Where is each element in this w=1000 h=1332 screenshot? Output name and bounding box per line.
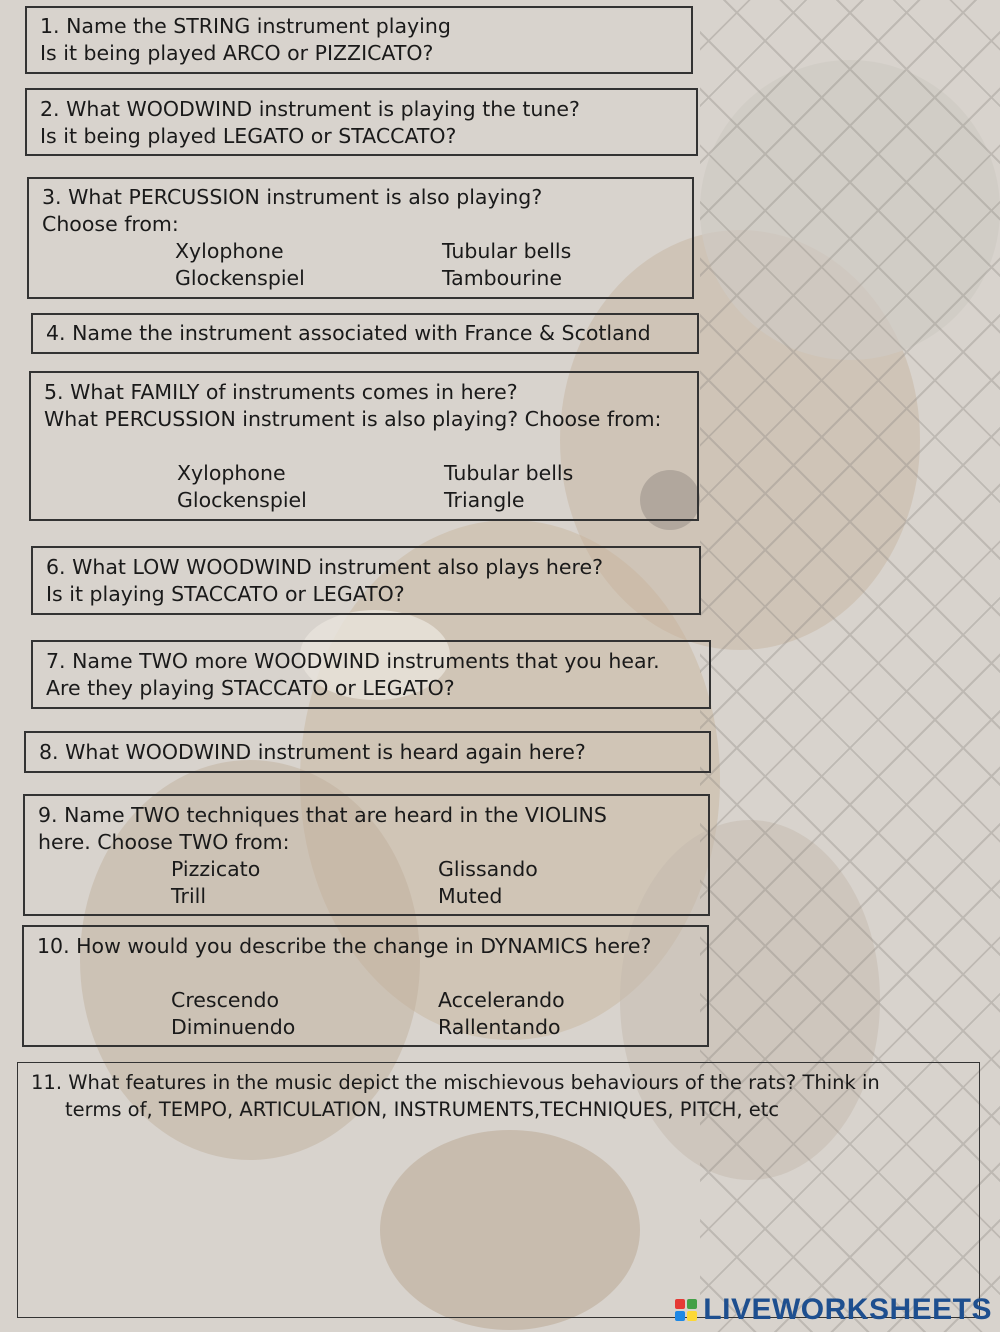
- question-9-subtext: here. Choose TWO from:: [38, 830, 290, 854]
- logo-text: LIVEWORKSHEETS: [703, 1293, 992, 1326]
- question-3-subtext: Choose from:: [42, 212, 179, 236]
- logo-square: [675, 1299, 685, 1309]
- question-9-choices: [38, 856, 708, 910]
- question-4-text: 4. Name the instrument associated with France & Scotland: [46, 321, 651, 345]
- choice-option[interactable]: Muted: [438, 884, 503, 908]
- question-9-box: [23, 794, 710, 916]
- question-10-choices: [37, 987, 707, 1041]
- logo-mark-icon: [675, 1299, 697, 1321]
- choice-option[interactable]: Xylophone: [177, 461, 286, 485]
- logo-square: [687, 1311, 697, 1321]
- question-3-box: [27, 177, 694, 299]
- question-7-box: [31, 640, 711, 709]
- choice-option[interactable]: Pizzicato: [171, 857, 261, 881]
- choice-option[interactable]: Tambourine: [442, 266, 562, 290]
- choice-option[interactable]: Accelerando: [438, 988, 565, 1012]
- choice-option[interactable]: Trill: [171, 884, 207, 908]
- question-6-box: [31, 546, 701, 615]
- choice-option[interactable]: Glockenspiel: [177, 488, 307, 512]
- logo-square: [687, 1299, 697, 1309]
- choice-option[interactable]: Rallentando: [438, 1015, 561, 1039]
- question-9-text: 9. Name TWO techniques that are heard in the VIOLINS: [38, 803, 607, 827]
- question-2-box: [25, 88, 698, 156]
- question-5-subtext: What PERCUSSION instrument is also playing? Choose from:: [44, 407, 662, 431]
- question-7-text: 7. Name TWO more WOODWIND instruments that you hear.: [46, 649, 660, 673]
- choice-option[interactable]: Xylophone: [175, 239, 284, 263]
- question-6-text: 6. What LOW WOODWIND instrument also plays here?: [46, 555, 603, 579]
- question-2-text: 2. What WOODWIND instrument is playing the tune?: [40, 97, 580, 121]
- question-10-box: [22, 925, 709, 1047]
- liveworksheets-logo: [675, 1294, 992, 1326]
- question-1-box: [25, 6, 693, 74]
- question-5-choices: [44, 460, 697, 514]
- question-11-subtext: terms of, TEMPO, ARTICULATION, INSTRUMENTS,TECHNIQUES, PITCH, etc: [65, 1098, 780, 1121]
- question-10-text: 10. How would you describe the change in DYNAMICS here?: [37, 934, 652, 958]
- choice-option[interactable]: Glissando: [438, 857, 538, 881]
- question-4-box: [31, 313, 699, 354]
- choice-option[interactable]: Crescendo: [171, 988, 280, 1012]
- question-6-subtext: Is it playing STACCATO or LEGATO?: [46, 582, 405, 606]
- question-3-choices: [42, 238, 692, 292]
- question-1-subtext: Is it being played ARCO or PIZZICATO?: [40, 41, 434, 65]
- choice-option[interactable]: Diminuendo: [171, 1015, 296, 1039]
- question-11-box[interactable]: [17, 1062, 980, 1318]
- choice-option[interactable]: Tubular bells: [442, 239, 572, 263]
- question-5-box: [29, 371, 699, 521]
- question-2-subtext: Is it being played LEGATO or STACCATO?: [40, 124, 457, 148]
- choice-option[interactable]: Tubular bells: [444, 461, 574, 485]
- choice-option[interactable]: Glockenspiel: [175, 266, 305, 290]
- question-8-box: [24, 731, 711, 773]
- question-11-text: 11. What features in the music depict the mischievous behaviours of the rats? Think in: [31, 1071, 880, 1094]
- question-5-text: 5. What FAMILY of instruments comes in here?: [44, 380, 518, 404]
- choice-option[interactable]: Triangle: [444, 488, 525, 512]
- question-3-text: 3. What PERCUSSION instrument is also playing?: [42, 185, 543, 209]
- question-1-text: 1. Name the STRING instrument playing: [40, 14, 451, 38]
- question-7-subtext: Are they playing STACCATO or LEGATO?: [46, 676, 455, 700]
- logo-square: [675, 1311, 685, 1321]
- question-8-text: 8. What WOODWIND instrument is heard again here?: [39, 740, 586, 764]
